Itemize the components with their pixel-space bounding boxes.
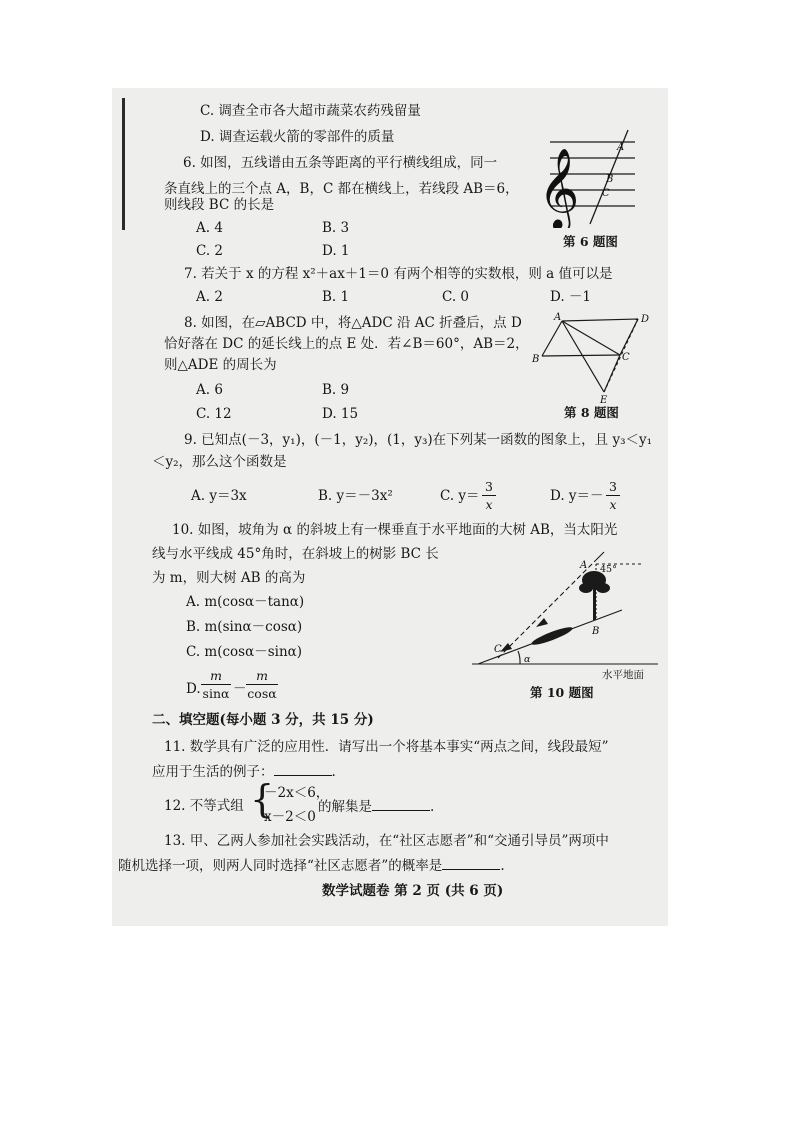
- q6-stem-line3: 则线段 BC 的长是: [164, 197, 275, 213]
- q9-option-a: A. y＝3x: [191, 488, 247, 504]
- q9-option-d-prefix: D. y＝－: [550, 488, 604, 504]
- q10-option-b: B. m(sinα－cosα): [186, 619, 303, 635]
- q7-option-a: A. 2: [196, 289, 223, 305]
- q10-option-d-minus: －: [233, 681, 247, 697]
- q10-option-d-fraction1: [201, 668, 231, 701]
- q10-d-numerator2: m: [256, 668, 268, 683]
- q10-option-a: A. m(cosα－tanα): [186, 594, 305, 610]
- q10-label-c: C: [494, 644, 502, 655]
- q6-staff-figure: [530, 128, 640, 228]
- q10-label-b: B: [592, 626, 600, 637]
- q8-stem-line3: 则△ADE 的周长为: [164, 357, 277, 373]
- q7-option-b: B. 1: [322, 289, 350, 305]
- q11-answer-blank: [274, 762, 332, 776]
- q5-option-d: D. 调查运载火箭的零部件的质量: [200, 129, 395, 145]
- q10-option-c: C. m(cosα－sinα): [186, 644, 303, 660]
- q10-ground-label: 水平地面: [602, 669, 644, 681]
- q5-option-c: C. 调查全市各大超市蔬菜农药残留量: [200, 103, 421, 119]
- q8-stem-line2: 恰好落在 DC 的延长线上的点 E 处．若∠B＝60°，AB＝2，: [164, 336, 529, 352]
- q10-slope-tree-figure: [472, 548, 662, 684]
- q11-stem-line2-text: 应用于生活的例子：: [152, 764, 274, 780]
- q13-stem-line2-text: 随机选择一项，则两人同时选择“社区志愿者”的概率是: [118, 858, 443, 874]
- q10-option-d-prefix: D.: [186, 681, 201, 697]
- q10-d-numerator1: m: [210, 668, 222, 683]
- q12-answer-blank: [372, 797, 430, 811]
- q8-stem-line1: 8. 如图，在▱ABCD 中，将△ADC 沿 AC 折叠后，点 D: [184, 315, 522, 331]
- q9-option-c-fraction: [482, 479, 496, 512]
- q6-stem-line1: 6. 如图，五线谱由五条等距离的平行横线组成，同一: [183, 155, 498, 171]
- q9-option-d-fraction: [606, 479, 620, 512]
- q6-option-a: A. 4: [196, 220, 223, 236]
- q9-d-numerator: 3: [609, 479, 617, 494]
- q8-option-d: D. 15: [322, 406, 359, 422]
- q9-option-b: B. y＝－3x²: [318, 488, 393, 504]
- q10-stem-line2: 线与水平线成 45°角时，在斜坡上的树影 BC 长: [152, 546, 439, 562]
- q11-stem-line2: 应用于生活的例子： .: [152, 764, 336, 780]
- q10-d-denominator1: sinα: [202, 686, 230, 701]
- page-footer: 数学试题卷 第 2 页 (共 6 页): [322, 883, 504, 899]
- q12-suffix-text: 的解集是: [318, 799, 372, 815]
- q10-caption: 第 10 题图: [530, 685, 594, 700]
- q12-inequality-2: x－2＜0: [264, 809, 316, 825]
- q8-label-d: D: [641, 314, 650, 325]
- q12-inequality-1: －2x＜6，: [264, 785, 330, 801]
- q8-label-e: E: [600, 395, 608, 406]
- q9-c-denominator: x: [485, 497, 493, 512]
- q8-label-a: A: [554, 312, 562, 323]
- q8-option-a: A. 6: [196, 382, 223, 398]
- q8-option-c: C. 12: [196, 406, 232, 422]
- q9-d-denominator: x: [609, 497, 617, 512]
- q10-option-d-fraction2: [246, 668, 278, 701]
- q8-label-b: B: [532, 354, 540, 365]
- q6-label-c: C: [602, 188, 610, 199]
- q7-option-d: D. －1: [550, 289, 592, 305]
- q10-stem-line1: 10. 如图，坡角为 α 的斜坡上有一棵垂直于水平地面的大树 AB，当太阳光: [172, 522, 618, 538]
- treble-clef-icon: 𝄞: [538, 147, 580, 228]
- q6-option-c: C. 2: [196, 243, 224, 259]
- q10-stem-line3: 为 m，则大树 AB 的高为: [152, 570, 306, 586]
- q8-label-c: C: [622, 352, 630, 363]
- q8-option-b: B. 9: [322, 382, 350, 398]
- q9-stem-line1: 9. 已知点(－3，y₁)，(－1，y₂)，(1，y₃)在下列某一函数的图象上，且 y₃＜y₁: [184, 432, 653, 448]
- q6-label-a: A: [617, 142, 625, 153]
- q10-d-denominator2: cosα: [247, 686, 277, 701]
- q10-alpha-label: α: [524, 654, 531, 665]
- q10-angle-45-label: 45°: [600, 564, 617, 575]
- q8-parallelogram-figure: [530, 308, 660, 408]
- q12-brace: {: [250, 777, 275, 821]
- q9-stem-line2: ＜y₂，那么这个函数是: [152, 454, 287, 470]
- q13-stem-line1: 13. 甲、乙两人参加社会实践活动，在“社区志愿者”和“交通引导员”两项中: [164, 833, 609, 849]
- q8-caption: 第 8 题图: [564, 405, 619, 420]
- q9-option-c-prefix: C. y＝: [440, 488, 480, 504]
- q7-stem: 7. 若关于 x 的方程 x²＋ax＋1＝0 有两个相等的实数根，则 a 值可以是: [184, 266, 613, 282]
- q9-c-numerator: 3: [485, 479, 493, 494]
- q6-option-d: D. 1: [322, 243, 350, 259]
- q13-stem-line2: 随机选择一项，则两人同时选择“社区志愿者”的概率是 .: [118, 858, 505, 874]
- tree-icon: [579, 571, 610, 620]
- fraction-bar: [246, 684, 278, 685]
- q12-prefix: 12. 不等式组: [164, 798, 244, 814]
- fraction-bar: [482, 495, 496, 496]
- binding-margin-line: [122, 98, 125, 230]
- q13-answer-blank: [442, 856, 500, 870]
- fraction-bar: [606, 495, 620, 496]
- q7-option-c: C. 0: [442, 289, 470, 305]
- q6-caption: 第 6 题图: [563, 234, 618, 249]
- q6-label-b: B: [606, 174, 614, 185]
- q6-stem-line2: 条直线上的三个点 A，B，C 都在横线上，若线段 AB＝6，: [164, 181, 519, 197]
- section2-title: 二、填空题(每小题 3 分，共 15 分): [152, 712, 374, 728]
- q10-label-a: A: [580, 560, 588, 571]
- q12-suffix-line: 的解集是 .: [318, 799, 435, 815]
- q6-option-b: B. 3: [322, 220, 350, 236]
- q11-stem-line1: 11. 数学具有广泛的应用性．请写出一个将基本事实“两点之间，线段最短”: [164, 739, 609, 755]
- fraction-bar: [201, 684, 231, 685]
